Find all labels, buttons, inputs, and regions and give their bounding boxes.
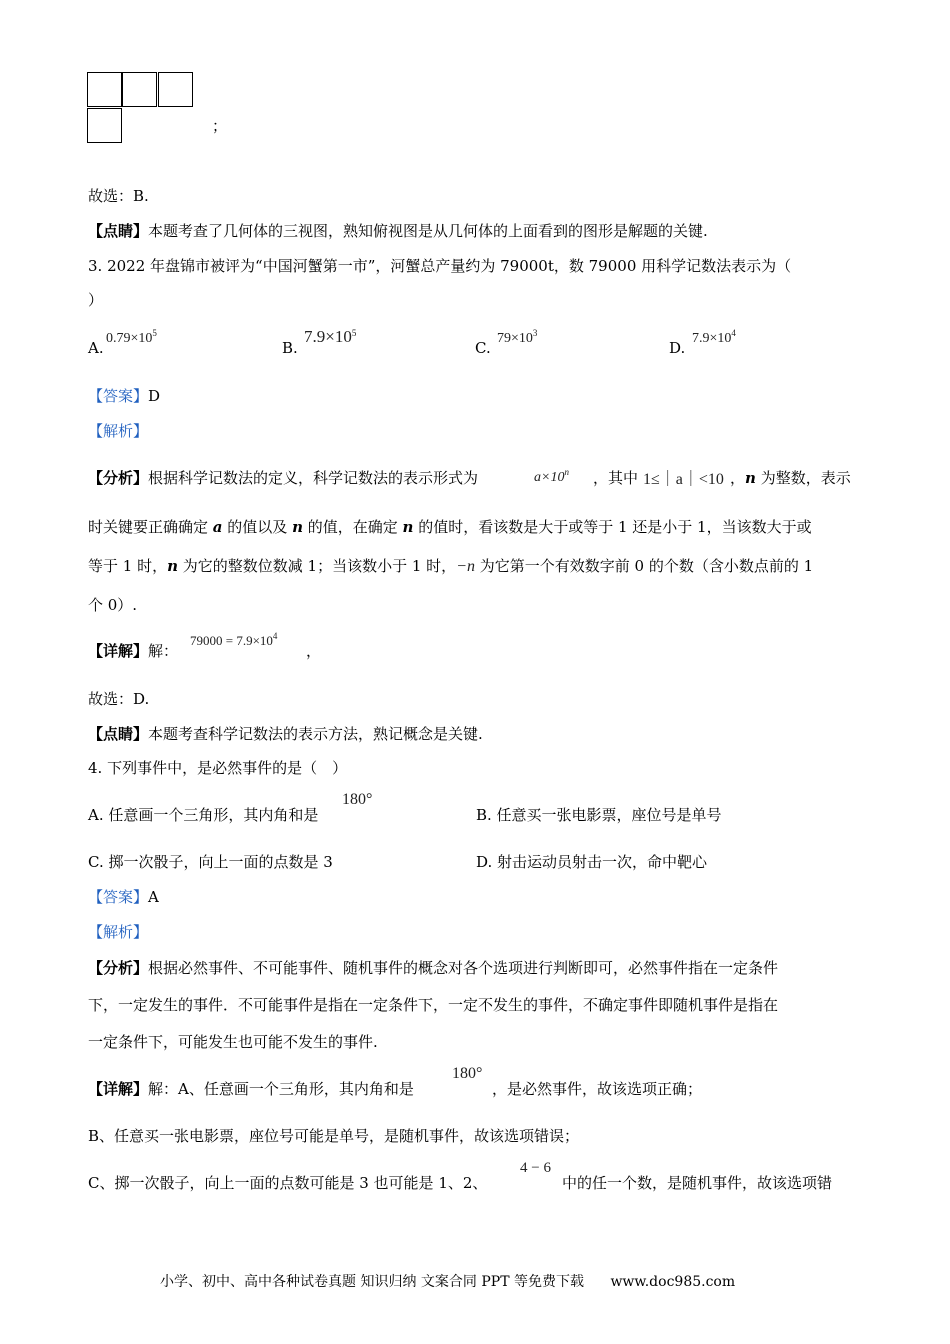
q3-xiangjie-post: ， xyxy=(306,642,322,660)
q4-xiangjie-a xyxy=(88,1079,414,1099)
q3-stem-line2: ） xyxy=(88,291,104,309)
math-exp: n xyxy=(564,467,569,477)
answer-tag: 【答案】 xyxy=(88,888,149,906)
q3-fenxi-line2 xyxy=(88,517,812,537)
q4-xiangjie-c-post: 中的任一个数，是随机事件，故该选项错 xyxy=(562,1174,833,1192)
fenxi-tag: 【分析】 xyxy=(88,469,149,487)
math-exp: 5 xyxy=(351,328,357,338)
q3-fenxi-form xyxy=(534,467,569,486)
math-exp: 4 xyxy=(731,328,736,338)
dianjing-tag: 【点睛】 xyxy=(88,222,149,240)
fenxi-text: 为它的整数位数减 1；当该数小于 1 时， xyxy=(178,557,457,575)
answer-value: D xyxy=(148,387,161,405)
fenxi-text: 等于 1 时， xyxy=(88,557,168,575)
prev-answer-line: 故选：B. xyxy=(88,187,149,205)
fenxi-text: 为它第一个有效数字前 0 的个数（含小数点前的 1 xyxy=(474,557,814,575)
footer-url[interactable]: www.doc985.com xyxy=(610,1274,736,1290)
q3-fenxi-line1 xyxy=(88,468,478,488)
option-label: D. xyxy=(669,339,686,357)
math-base: 0.79×10 xyxy=(106,331,153,346)
dianjing-text: 本题考查科学记数法的表示方法，熟记概念是关键. xyxy=(148,725,483,743)
q3-fenxi-line1-b xyxy=(593,468,638,488)
q3-fenxi-line3 xyxy=(88,556,813,577)
q3-stem-line1: 3. 2022 年盘锦市被评为“中国河蟹第一市”，河蟹总产量约为 79000t，数 79000 用科学记数法表示为（ xyxy=(88,257,792,275)
q4-fenxi-line2: 下，一定发生的事件．不可能事件是指在一定条件下，一定不发生的事件，不确定事件即随机事件是指在 xyxy=(88,996,779,1014)
xiangjie-tag: 【详解】 xyxy=(88,642,149,660)
option-label: A. xyxy=(88,339,104,357)
math-base: 79×10 xyxy=(497,331,533,346)
xiangjie-text: 解： xyxy=(148,642,179,660)
q4-jiexi-tag: 【解析】 xyxy=(88,923,149,941)
q4-stem: 4. 下列事件中，是必然事件的是（ ） xyxy=(88,759,348,777)
var-a: a xyxy=(212,518,223,536)
footer-text: 小学、初中、高中各种试卷真题 知识归纳 文案合同 PPT 等免费下载 xyxy=(160,1274,584,1290)
q3-fenxi-line4: 个 0）. xyxy=(88,596,138,614)
page-footer xyxy=(160,1271,735,1291)
math-exp: 3 xyxy=(532,328,538,338)
q4-fenxi-line1 xyxy=(88,958,778,978)
q4-xiangjie-a-math: 180° xyxy=(452,1065,483,1082)
prev-dianjing xyxy=(88,221,708,241)
var-n: n xyxy=(292,518,303,536)
q4-fenxi-line3: 一定条件下，可能发生也可能不发生的事件. xyxy=(88,1033,378,1051)
q4-xiangjie-c-math: 4 − 6 xyxy=(520,1160,551,1176)
grid-cell xyxy=(87,108,122,143)
xiangjie-tag: 【详解】 xyxy=(88,1080,149,1098)
fenxi-text: 时关键要正确确定 xyxy=(88,518,213,536)
math-exp: 5 xyxy=(152,328,157,338)
math-base: 7.9×10 xyxy=(692,331,732,346)
q4-option-a-math: 180° xyxy=(342,791,373,808)
q3-option-d-math xyxy=(692,328,736,347)
math-base: 79000 = 7.9×10 xyxy=(190,633,273,648)
fenxi-text: ，其中 xyxy=(593,469,639,487)
q3-option-b-math xyxy=(304,327,356,347)
q3-option-c-math xyxy=(497,328,537,347)
q3-option-d xyxy=(669,338,685,358)
option-label: C. xyxy=(475,339,491,357)
fenxi-text: ， xyxy=(730,469,746,487)
math-exp: 4 xyxy=(272,631,278,641)
grid-cell xyxy=(87,72,122,107)
q4-xiangjie-c: C、掷一次骰子，向上一面的点数可能是 3 也可能是 1、2、 xyxy=(88,1174,488,1192)
fenxi-text: 的值时，看该数是大于或等于 1 还是小于 1，当该数大于或 xyxy=(413,518,812,536)
q4-xiangjie-b: B、任意买一张电影票，座位号可能是单号，是随机事件，故该选项错误； xyxy=(88,1127,580,1145)
xiangjie-text: 解：A、任意画一个三角形，其内角和是 xyxy=(148,1080,414,1098)
fenxi-tag: 【分析】 xyxy=(88,959,149,977)
q4-option-d: D. 射击运动员射击一次，命中靶心 xyxy=(476,853,708,871)
q3-fenxi-line1-c xyxy=(730,468,851,488)
q4-answer xyxy=(88,887,159,907)
var-n: n xyxy=(745,469,756,487)
dianjing-tag: 【点睛】 xyxy=(88,725,149,743)
grid-cell xyxy=(158,72,193,107)
answer-value: A xyxy=(148,888,159,906)
fenxi-text: 的值，在确定 xyxy=(302,518,403,536)
fenxi-text: 的值以及 xyxy=(222,518,293,536)
q4-option-c: C. 掷一次骰子，向上一面的点数是 3 xyxy=(88,853,333,871)
q4-option-a: A. 任意画一个三角形，其内角和是 xyxy=(88,806,319,824)
math-base: a×10 xyxy=(534,470,565,485)
figure-separator: ； xyxy=(212,117,228,135)
math-neg-n: −n xyxy=(456,558,475,575)
q3-option-c xyxy=(475,338,491,358)
q3-xiangjie-math xyxy=(190,631,277,649)
q3-xiangjie xyxy=(88,641,178,661)
answer-tag: 【答案】 xyxy=(88,387,149,405)
var-n: n xyxy=(167,557,178,575)
q4-xiangjie-a-post: ，是必然事件，故该选项正确； xyxy=(492,1080,703,1098)
dianjing-text: 本题考查了几何体的三视图，熟知俯视图是从几何体的上面看到的图形是解题的关键. xyxy=(148,222,708,240)
option-label: B. xyxy=(282,339,298,357)
q3-answer-line: 故选：D. xyxy=(88,690,150,708)
q3-jiexi-tag: 【解析】 xyxy=(88,422,149,440)
fenxi-text: 根据科学记数法的定义，科学记数法的表示形式为 xyxy=(148,469,479,487)
q3-answer xyxy=(88,386,160,406)
math-base: 7.9×10 xyxy=(304,327,352,346)
q3-option-b xyxy=(282,338,298,358)
grid-cell xyxy=(122,72,157,107)
fenxi-text: 根据必然事件、不可能事件、随机事件的概念对各个选项进行判断即可，必然事件指在一定条件 xyxy=(148,959,779,977)
var-n: n xyxy=(402,518,414,536)
q3-fenxi-range: 1≤｜a｜<10 xyxy=(643,471,724,488)
q4-option-b: B. 任意买一张电影票，座位号是单号 xyxy=(476,806,722,824)
q3-option-a-math xyxy=(106,328,157,347)
fenxi-text: 为整数，表示 xyxy=(755,469,851,487)
q3-dianjing xyxy=(88,724,483,744)
q3-option-a xyxy=(88,338,104,358)
